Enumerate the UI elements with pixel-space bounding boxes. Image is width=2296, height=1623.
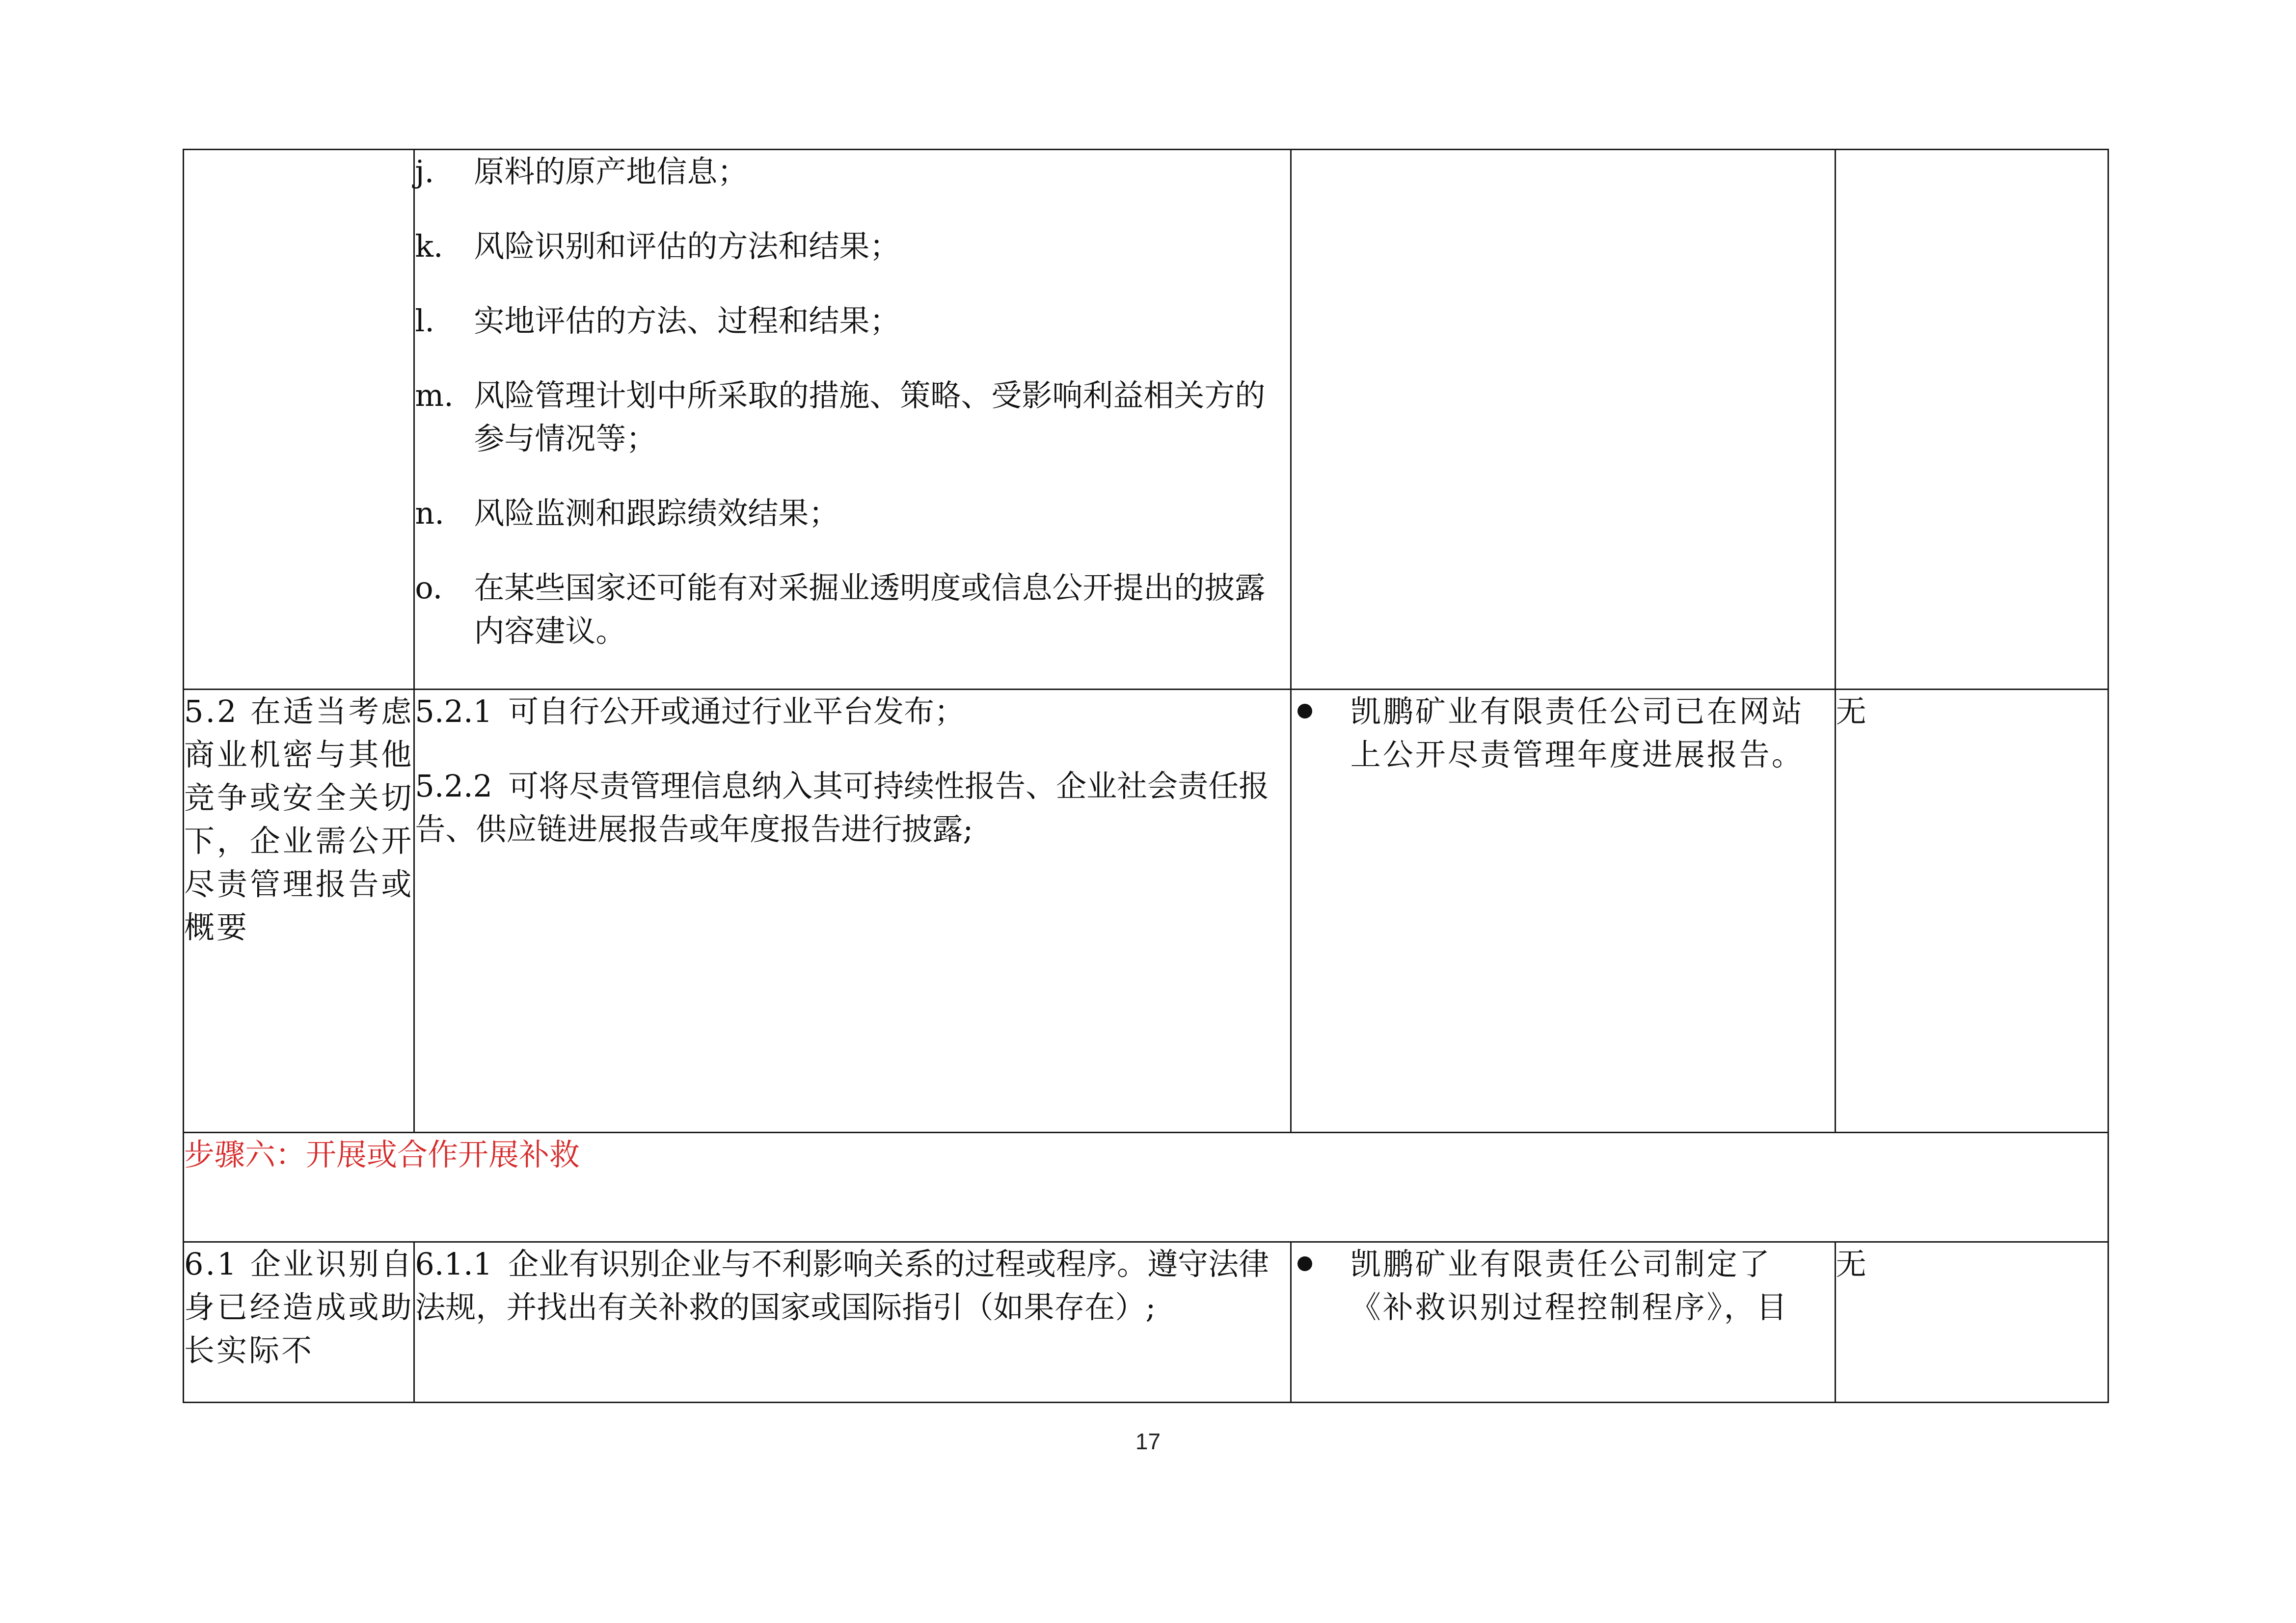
evaluation-bullet [1292, 690, 1835, 776]
table-row [184, 150, 2108, 690]
list-text: 风险管理计划中所采取的措施、策略、受影响利益相关方的参与情况等； [474, 377, 1266, 456]
evaluation-cell [1291, 1242, 1835, 1403]
evaluation-text: 凯鹏矿业有限责任公司已在网站上公开尽责管理年度进展报告。 [1350, 693, 1804, 772]
guidance-item [415, 765, 1290, 851]
list-item [415, 299, 1290, 343]
list-text: 原料的原产地信息； [474, 154, 748, 189]
guidance-item [415, 1243, 1290, 1329]
list-marker: l. [415, 303, 434, 339]
list-text: 风险监测和跟踪绩效结果； [474, 495, 839, 531]
list-text: 在某些国家还可能有对采掘业透明度或信息公开提出的披露内容建议。 [474, 570, 1266, 649]
list-text: 风险识别和评估的方法和结果； [474, 228, 900, 264]
evaluation-bullet [1292, 1243, 1835, 1329]
guidance-cell [414, 1242, 1291, 1403]
list-marker: o. [415, 570, 443, 606]
bullet-icon [1297, 1256, 1312, 1271]
list-item [415, 150, 1290, 193]
compliance-table [183, 149, 2109, 1403]
list-item [415, 492, 1290, 535]
guidance-number: 5.2.2 [415, 768, 493, 804]
requirement-cell: 5.2 在适当考虑商业机密与其他竞争或安全关切下，企业需公开尽责管理报告或概要 [184, 690, 414, 1133]
evaluation-cell [1291, 690, 1835, 1133]
evaluation-cell [1291, 150, 1835, 690]
disclosure-list-cell [414, 150, 1291, 690]
guidance-text: 可自行公开或通过行业平台发布； [508, 693, 965, 729]
guidance-number: 5.2.1 [415, 693, 493, 729]
list-marker: k. [415, 228, 443, 264]
page-number: 17 [1135, 1429, 1161, 1454]
note-cell [1835, 150, 2108, 690]
table-row [184, 690, 2108, 1133]
guidance-text: 可将尽责管理信息纳入其可持续性报告、企业社会责任报告、供应链进展报告或年度报告进行披露; [415, 768, 1270, 847]
evaluation-text: 凯鹏矿业有限责任公司制定了《补救识别过程控制程序》，目 [1350, 1246, 1789, 1325]
bullet-icon [1297, 704, 1312, 718]
note-cell: 无 [1835, 690, 2108, 1133]
table-row [184, 1242, 2108, 1403]
list-item [415, 566, 1290, 653]
requirement-cell: 6.1 企业识别自身已经造成或助长实际不 [184, 1242, 414, 1403]
guidance-cell [414, 690, 1291, 1133]
list-marker: n. [415, 495, 444, 531]
guidance-item [415, 690, 1290, 733]
note-cell: 无 [1835, 1242, 2108, 1403]
list-item [415, 374, 1290, 460]
list-marker: m. [415, 377, 454, 413]
guidance-number: 6.1.1 [415, 1246, 493, 1282]
requirement-cell [184, 150, 414, 690]
step-heading: 步骤六：开展或合作开展补救 [184, 1133, 2108, 1242]
guidance-text: 企业有识别企业与不利影响关系的过程或程序。遵守法律法规，并找出有关补救的国家或国际指引（如果存在）; [415, 1246, 1270, 1325]
list-marker: j. [415, 154, 434, 189]
list-text: 实地评估的方法、过程和结果； [474, 303, 900, 339]
list-item [415, 225, 1290, 268]
step-heading-row [184, 1133, 2108, 1242]
